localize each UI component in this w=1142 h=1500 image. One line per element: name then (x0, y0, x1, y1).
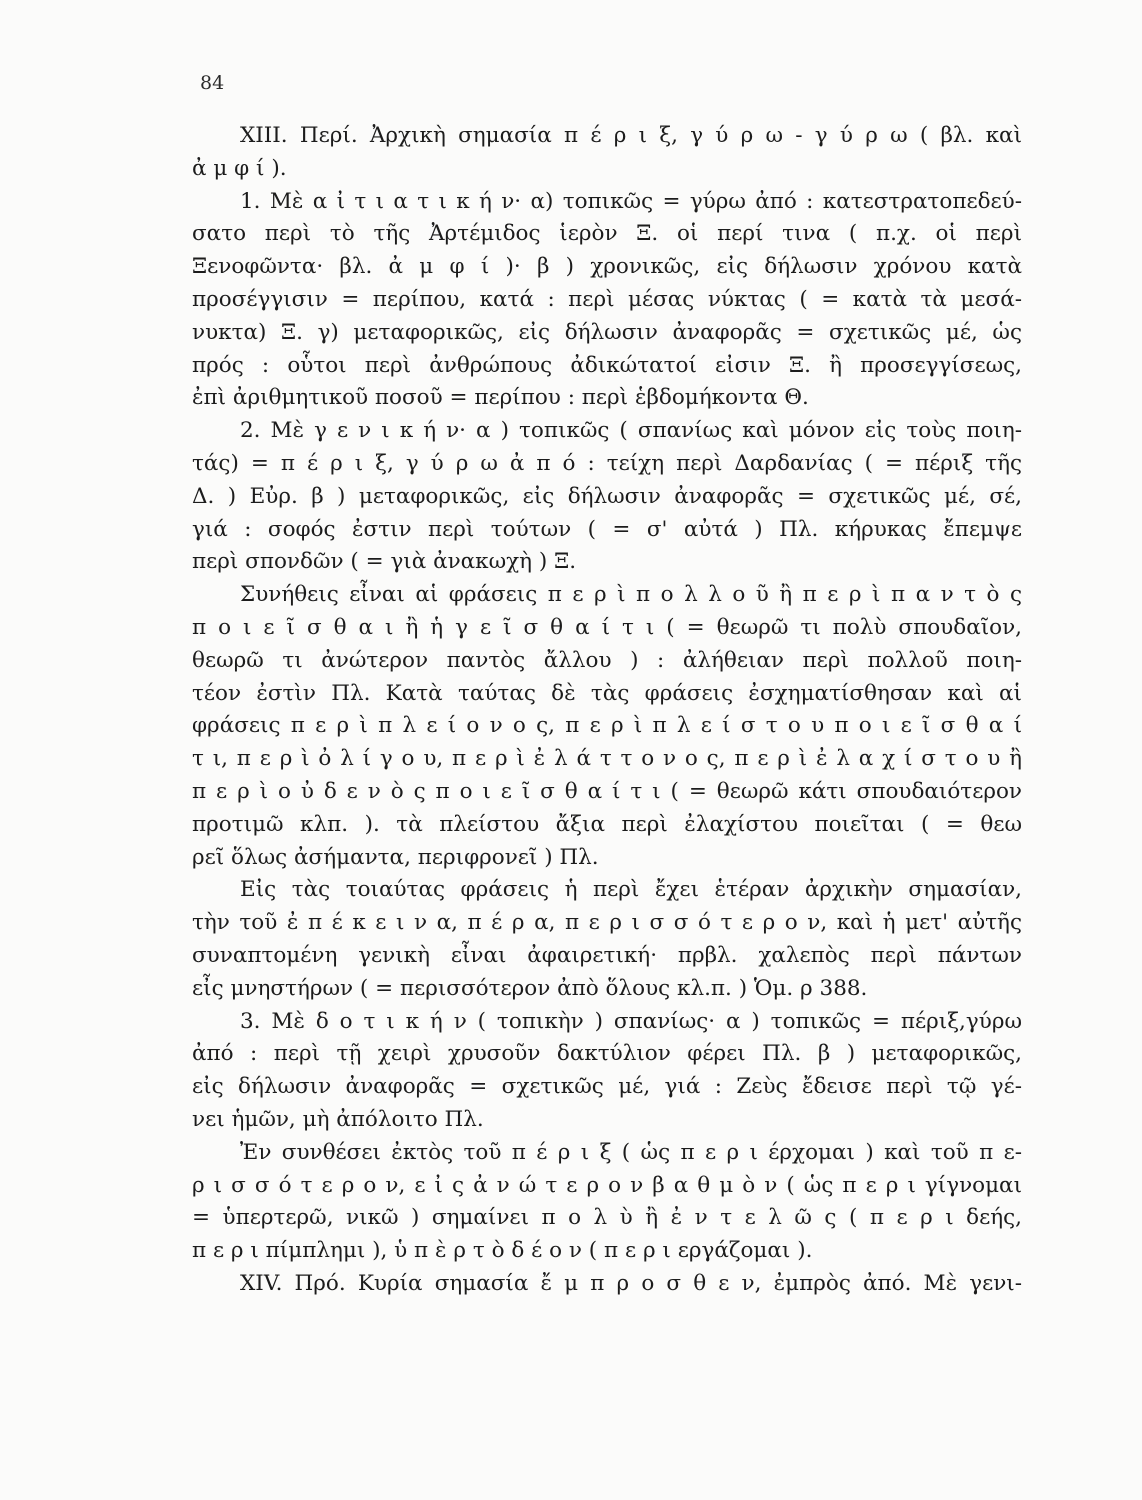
text-line: πρός : οὗτοι περὶ ἀνθρώπους ἀδικώτατοί εἰσιν Ξ. ἢ προσεγγίσεως, (192, 352, 1022, 378)
text-line: τ ι, π ε ρ ὶ ὀ λ ί γ ο υ, π ε ρ ὶ ἐ λ ά τ τ ο ν ο ς, π ε ρ ὶ ἐ λ α χ ί σ τ ο υ ἢ (192, 746, 1022, 772)
text-line: π ο ι ε ῖ σ θ α ι ἢ ἡ γ ε ῖ σ θ α ί τ ι ( = θεωρῶ τι πολὺ σπουδαῖον, (192, 614, 1022, 640)
text-line: τὴν τοῦ ἐ π έ κ ε ι ν α, π έ ρ α, π ε ρ ι σ σ ό τ ε ρ ο ν, καὶ ἡ μετ' αὐτῆς (192, 910, 1022, 936)
text-line: ἀ μ φ ί ). (192, 155, 287, 181)
text-line: ἀπό : περὶ τῇ χειρὶ χρυσοῦν δακτύλιον φέρει Πλ. β ) μεταφορικῶς, (192, 1041, 1022, 1067)
text-line: Ἐν συνθέσει ἐκτὸς τοῦ π έ ρ ι ξ ( ὡς π ε ρ ι έρχομαι ) καὶ τοῦ π ε- (240, 1139, 1022, 1165)
text-line: = ὑπερτερῶ, νικῶ ) σημαίνει π ο λ ὺ ἢ ἐ ν τ ε λ ῶ ς ( π ε ρ ι δεής, (192, 1205, 1022, 1231)
text-line: 2. Μὲ γ ε ν ι κ ή ν· α ) τοπικῶς ( σπανίως καὶ μόνον εἰς τοὺς ποιη- (240, 418, 1022, 444)
text-line: εἶς μνηστήρων ( = περισσότερον ἀπὸ ὅλους κλ.π. ) Ὁμ. ρ 388. (192, 975, 868, 1001)
text-line: θεωρῶ τι ἀνώτερον παντὸς ἄλλου ) : ἀλήθειαν περὶ πολλοῦ ποιη- (192, 647, 1022, 673)
text-line: νει ἡμῶν, μὴ ἀπόλοιτο Πλ. (192, 1106, 484, 1132)
text-line: Ξενοφῶντα· βλ. ἀ μ φ ί )· β ) χρονικῶς, εἰς δήλωσιν χρόνου κατὰ (192, 254, 1022, 280)
text-line: XIII. Περί. Ἀρχικὴ σημασία π έ ρ ι ξ, γ ύ ρ ω - γ ύ ρ ω ( βλ. καὶ (240, 123, 1022, 148)
text-line: Συνήθεις εἶναι αἱ φράσεις π ε ρ ὶ π ο λ λ ο ῦ ἢ π ε ρ ὶ π α ν τ ὸ ς (240, 582, 1022, 608)
text-line: XIV. Πρό. Κυρία σημασία ἔ μ π ρ ο σ θ ε ν, ἐμπρὸς ἀπό. Μὲ γενι- (240, 1270, 1022, 1296)
text-line: 1. Μὲ α ἰ τ ι α τ ι κ ή ν· α) τοπικῶς = γύρω ἀπό : κατεστρατοπεδεύ- (240, 188, 1022, 214)
text-line: ρ ι σ σ ό τ ε ρ ο ν, ε ἰ ς ἀ ν ώ τ ε ρ ο ν β α θ μ ὸ ν ( ὡς π ε ρ ι γίγνομαι (192, 1172, 1022, 1198)
text-line: ρεῖ ὅλως ἀσήμαντα, περιφρονεῖ ) Πλ. (192, 844, 599, 870)
text-line: γιά : σοφός ἐστιν περὶ τούτων ( = σ' αὐτά ) Πλ. κήρυκας ἔπεμψε (192, 516, 1022, 542)
text-line: ἐπὶ ἀριθμητικοῦ ποσοῦ = περίπου : περὶ ἑβδομήκοντα Θ. (192, 385, 809, 411)
text-line: 3. Μὲ δ ο τ ι κ ή ν ( τοπικὴν ) σπανίως· α ) τοπικῶς = πέριξ,γύρω (240, 1008, 1022, 1034)
text-line: Εἰς τὰς τοιαύτας φράσεις ἡ περὶ ἔχει ἑτέραν ἀρχικὴν σημασίαν, (240, 877, 1022, 903)
text-line: τέον ἐστὶν Πλ. Κατὰ ταύτας δὲ τὰς φράσεις ἐσχηματίσθησαν καὶ αἱ (192, 680, 1022, 706)
text-line: προσέγγισιν = περίπου, κατά : περὶ μέσας νύκτας ( = κατὰ τὰ μεσά- (192, 286, 1022, 312)
text-line: φράσεις π ε ρ ὶ π λ ε ί ο ν ο ς, π ε ρ ὶ π λ ε ί σ τ ο υ π ο ι ε ῖ σ θ α ί (192, 713, 1022, 739)
body-text (192, 120, 1022, 1301)
text-line: π ε ρ ι πίμπλημι ), ὑ π ὲ ρ τ ὸ δ έ ο ν ( π ε ρ ι εργάζομαι ). (192, 1238, 813, 1264)
page-number: 84 (200, 72, 225, 94)
text-line: νυκτα) Ξ. γ) μεταφορικῶς, εἰς δήλωσιν ἀναφορᾶς = σχετικῶς μέ, ὡς (192, 319, 1022, 345)
text-line: π ε ρ ὶ ο ὐ δ ε ν ὸ ς π ο ι ε ῖ σ θ α ί τ ι ( = θεωρῶ κάτι σπουδαιότερον (192, 778, 1022, 804)
text-line: περὶ σπονδῶν ( = γιὰ ἀνακωχὴ ) Ξ. (192, 549, 577, 575)
text-line: τάς) = π έ ρ ι ξ, γ ύ ρ ω ἀ π ό : τείχη περὶ Δαρδανίας ( = πέριξ τῆς (192, 450, 1022, 476)
text-line: σατο περὶ τὸ τῆς Ἀρτέμιδος ἱερὸν Ξ. οἱ περί τινα ( π.χ. οἱ περὶ (192, 221, 1022, 247)
text-line: συναπτομένη γενικὴ εἶναι ἀφαιρετική· πρβλ. χαλεπὸς περὶ πάντων (192, 942, 1022, 968)
text-line: εἰς δήλωσιν ἀναφορᾶς = σχετικῶς μέ, γιά : Ζεὺς ἔδεισε περὶ τῷ γέ- (192, 1074, 1022, 1100)
text-line: προτιμῶ κλπ. ). τὰ πλείστου ἄξια περὶ ἐλαχίστου ποιεῖται ( = θεω (192, 811, 1022, 837)
text-line: Δ. ) Εὐρ. β ) μεταφορικῶς, εἰς δήλωσιν ἀναφορᾶς = σχετικῶς μέ, σέ, (192, 483, 1022, 509)
